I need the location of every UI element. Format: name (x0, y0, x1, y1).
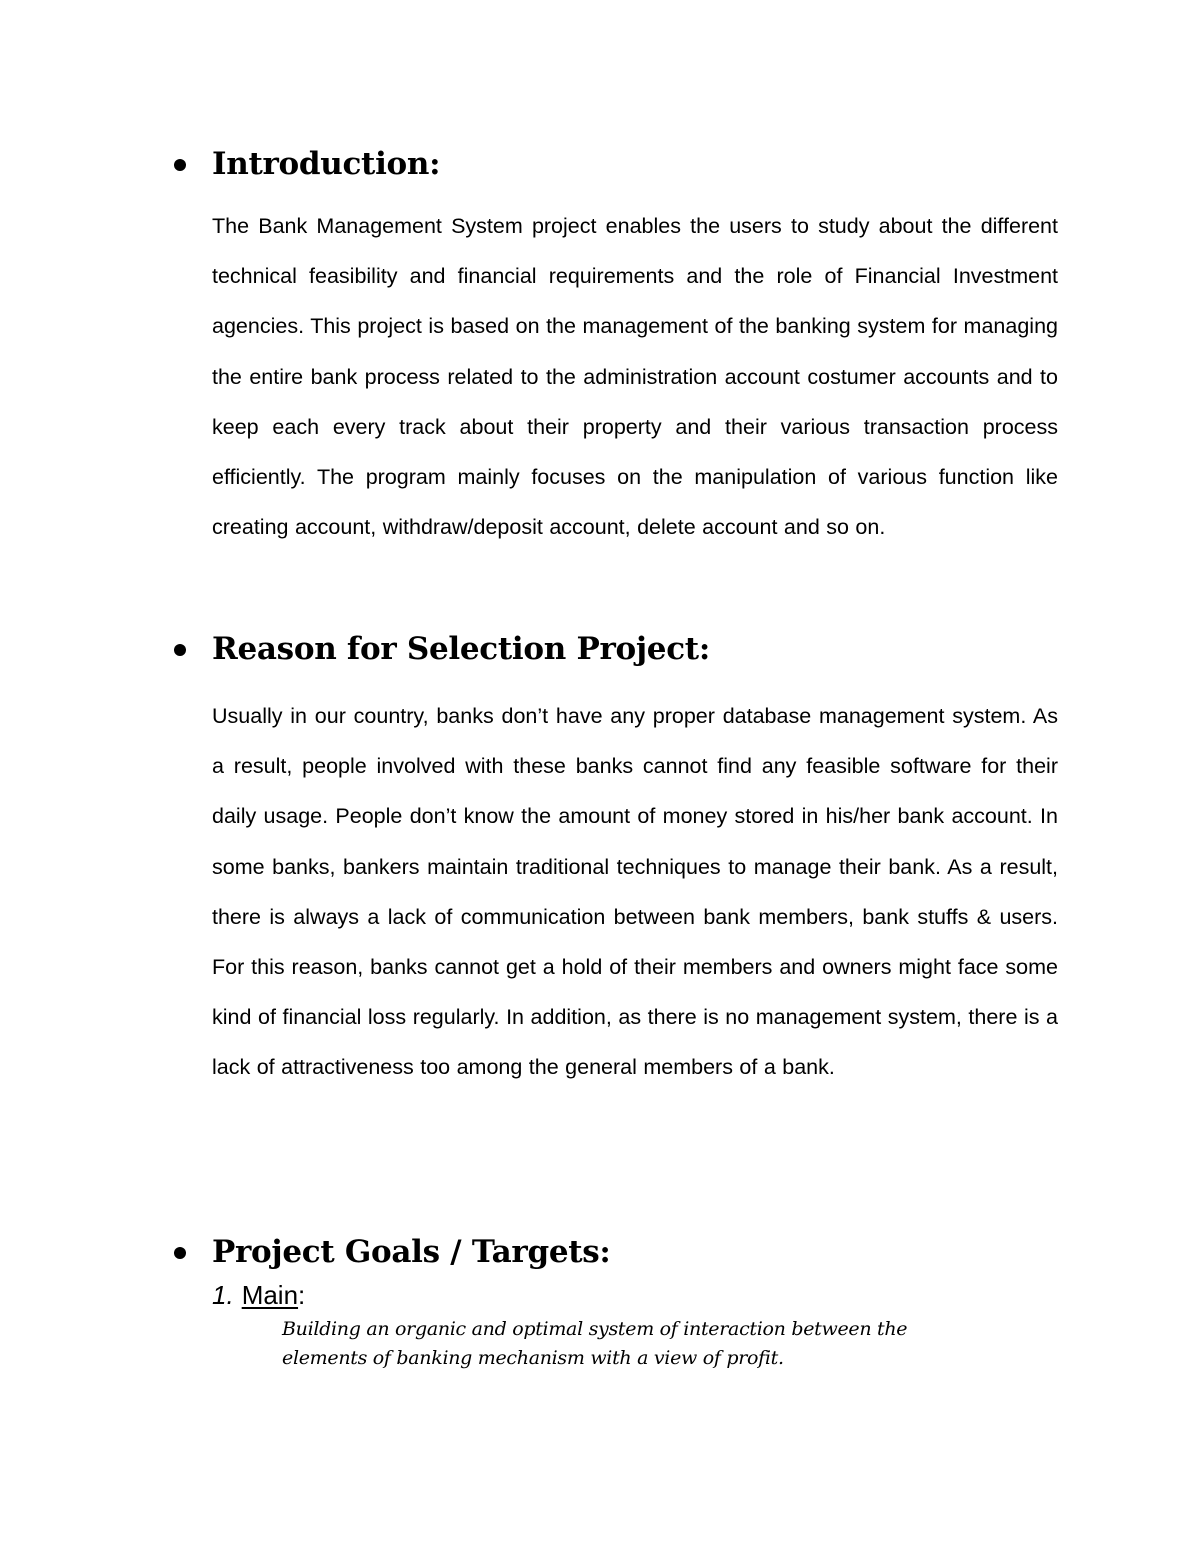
section-reason (0, 624, 1200, 1080)
section-introduction (0, 139, 1200, 540)
goal-item-number: 1. (212, 1280, 234, 1310)
section-heading: Introduction: (212, 146, 441, 182)
section-heading: Reason for Selection Project: (212, 631, 710, 667)
heading-row (0, 624, 1200, 674)
goal-description-line: Building an organic and optimal system of interaction between the (282, 1318, 908, 1340)
section-goals (0, 1227, 1200, 1369)
goal-item-label: Main (241, 1280, 299, 1310)
bullet-icon (174, 644, 186, 656)
heading-row (0, 139, 1200, 189)
heading-row (0, 1227, 1200, 1277)
goal-item-description (282, 1315, 982, 1373)
bullet-icon (174, 159, 186, 171)
section-heading: Project Goals / Targets: (212, 1234, 611, 1270)
section-paragraph: Usually in our country, banks don’t have any proper database management system. As a result, people involved with these banks cannot find any feasible software for their daily usage. People don’t know the amount of money stored in his/her bank account. In some banks, bankers maintain traditional techniques to manage their bank. As a result, there is always a lack of communication between bank members, bank stuffs & users. For this reason, banks cannot get a hold of their members and owners might face some kind of financial loss regularly. In addition, as there is no management system, there is a lack of attractiveness too among the general members of a bank. (212, 704, 1058, 1080)
bullet-icon (174, 1247, 186, 1259)
section-paragraph: The Bank Management System project enables the users to study about the different technical feasibility and financial requirements and the role of Financial Investment agencies. This project is based on the management of the banking system for managing the entire bank process related to the administration account costumer accounts and to keep each every track about their property and their various transaction process efficiently. The program mainly focuses on the manipulation of various function like creating account, withdraw/deposit account, delete account and so on. (212, 214, 1058, 540)
goal-item-suffix: : (298, 1280, 306, 1310)
goal-description-line: elements of banking mechanism with a view of profit. (282, 1347, 784, 1369)
goal-item-title (212, 1279, 305, 1311)
